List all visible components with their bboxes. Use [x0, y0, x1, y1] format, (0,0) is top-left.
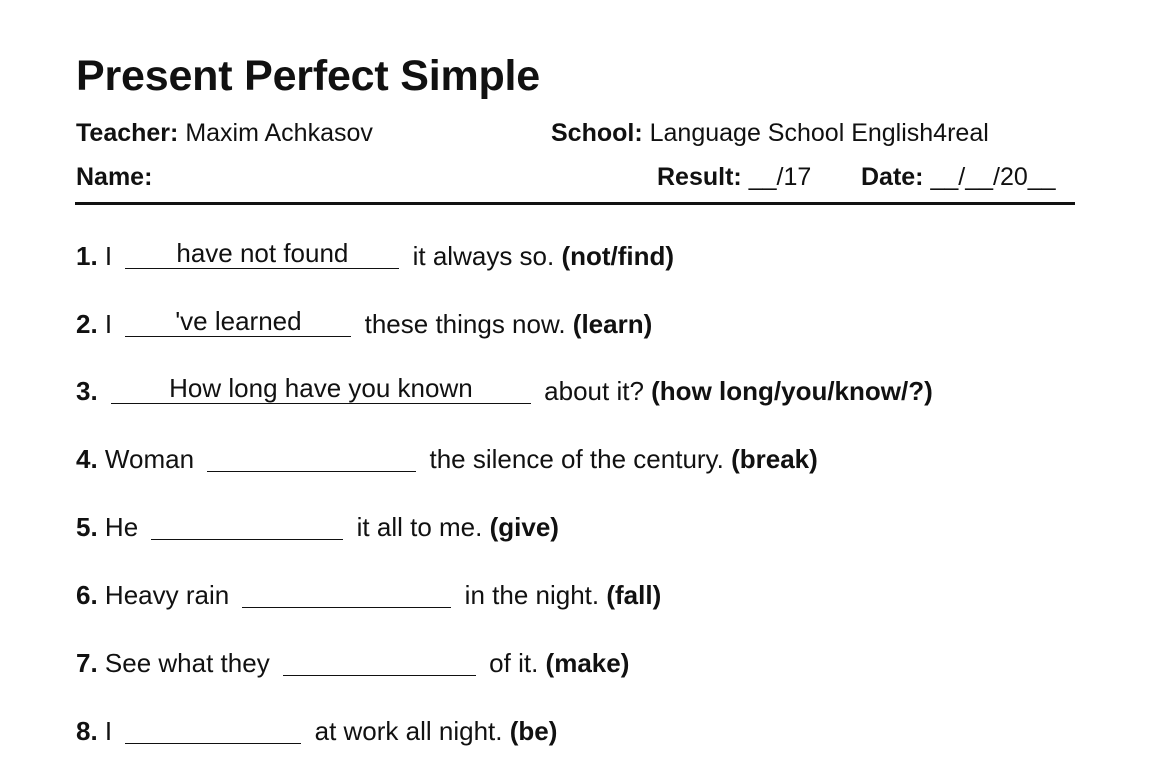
- school-line: [551, 118, 989, 148]
- question-text-after: the silence of the century.: [429, 444, 724, 474]
- question-text-before: See what they: [104, 648, 270, 678]
- question-text-before: He: [104, 512, 139, 542]
- question-text-before: I: [104, 716, 113, 746]
- teacher-line: [76, 118, 373, 148]
- answer-text: How long have you known: [169, 373, 473, 403]
- result-line: [657, 162, 811, 192]
- answer-blank[interactable]: [125, 717, 301, 744]
- answer-blank[interactable]: [111, 373, 531, 404]
- verb-hint: (be): [509, 716, 558, 746]
- teacher-label: Teacher:: [76, 119, 179, 147]
- school-label: School:: [551, 119, 643, 147]
- page-title: Present Perfect Simple: [76, 52, 541, 100]
- question-5: [76, 510, 559, 544]
- answer-blank[interactable]: [125, 306, 351, 337]
- verb-hint: (how long/you/know/?): [651, 376, 933, 406]
- question-number: 4.: [76, 444, 98, 474]
- answer-blank[interactable]: [242, 581, 451, 608]
- question-text-after: about it?: [544, 376, 644, 406]
- result-value: __/17: [748, 163, 812, 191]
- answer-blank[interactable]: [283, 649, 476, 676]
- answer-blank[interactable]: [125, 238, 399, 269]
- verb-hint: (not/find): [561, 241, 675, 271]
- name-label: Name:: [76, 163, 153, 191]
- question-text-after: it always so.: [412, 241, 555, 271]
- verb-hint: (make): [545, 648, 630, 678]
- answer-text: 've learned: [175, 306, 302, 336]
- date-value: __/__/20__: [930, 163, 1056, 191]
- question-text-before: Woman: [104, 444, 195, 474]
- question-text-after: it all to me.: [356, 512, 483, 542]
- answer-blank[interactable]: [207, 445, 416, 472]
- question-number: 1.: [76, 241, 98, 271]
- answer-blank[interactable]: [151, 513, 343, 540]
- verb-hint: (break): [731, 444, 818, 474]
- school-name: Language School English4real: [649, 119, 989, 147]
- question-number: 8.: [76, 716, 98, 746]
- verb-hint: (fall): [606, 580, 662, 610]
- answer-text: have not found: [176, 238, 349, 268]
- question-7: [76, 646, 629, 680]
- question-text-before: I: [104, 309, 113, 339]
- date-line: [861, 162, 1056, 192]
- question-number: 6.: [76, 580, 98, 610]
- question-number: 5.: [76, 512, 98, 542]
- question-text-after: in the night.: [464, 580, 600, 610]
- date-label: Date:: [861, 163, 924, 191]
- question-text-before: Heavy rain: [104, 580, 230, 610]
- verb-hint: (learn): [572, 309, 653, 339]
- question-text-after: of it.: [489, 648, 539, 678]
- question-number: 3.: [76, 376, 98, 406]
- question-6: [76, 578, 661, 612]
- name-line: [76, 162, 152, 192]
- question-text-after: these things now.: [364, 309, 566, 339]
- result-label: Result:: [657, 163, 742, 191]
- question-number: 7.: [76, 648, 98, 678]
- teacher-name: Maxim Achkasov: [185, 119, 373, 147]
- question-3: [76, 374, 933, 408]
- question-text-after: at work all night.: [314, 716, 503, 746]
- question-text-before: I: [104, 241, 113, 271]
- question-2: [76, 307, 652, 341]
- question-8: [76, 714, 557, 748]
- question-number: 2.: [76, 309, 98, 339]
- question-4: [76, 442, 818, 476]
- header-divider: [75, 202, 1075, 205]
- verb-hint: (give): [489, 512, 559, 542]
- question-1: [76, 239, 674, 273]
